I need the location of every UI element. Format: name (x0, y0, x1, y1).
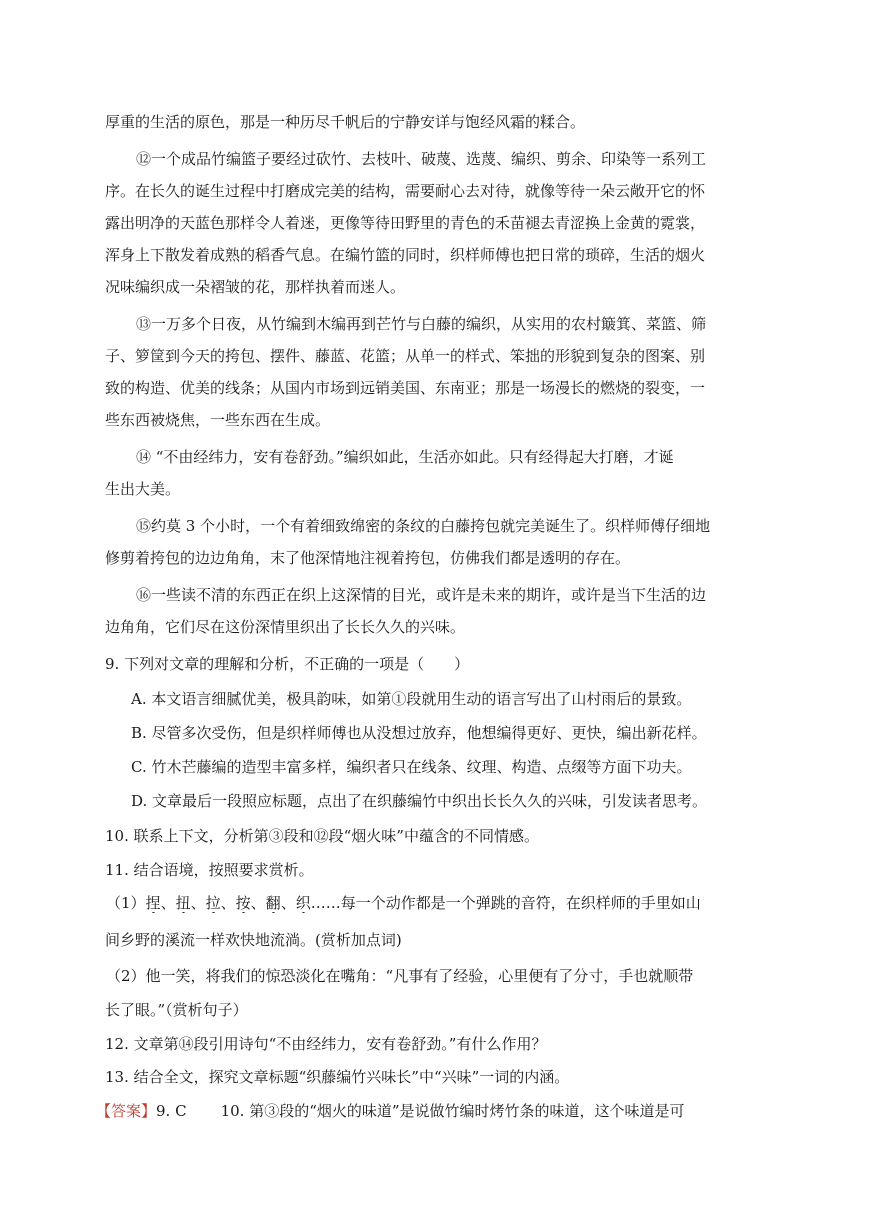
dotted-word: 扭 (175, 894, 191, 912)
paragraph-12-line: 浑身上下散发着成熟的稻香气息。在编竹篮的同时，织样师傅也把日常的琐碎，生活的烟火 (105, 246, 706, 264)
question-12: 12. 文章第⑭段引用诗句“不由经纬力，安有卷舒劲。”有什么作用？ (105, 1035, 547, 1053)
answer-q9: 9. C (156, 1102, 187, 1120)
question-9-option-c: C. 竹木芒藤编的造型丰富多样，编织者只在线条、纹理、构造、点缀等方面下功夫。 (131, 758, 692, 776)
answer-tag: 【答案】 (96, 1102, 157, 1120)
question-10: 10. 联系上下文，分析第③段和⑫段“烟火味”中蕴含的不同情感。 (105, 827, 539, 845)
separator: 、 (220, 894, 236, 912)
separator: 、 (280, 894, 296, 912)
dotted-word: 拉 (205, 894, 221, 912)
dotted-word: 翻 (265, 894, 281, 912)
paragraph-12-line: 序。在长久的诞生过程中打磨成完美的结构，需要耐心去对待，就像等待一朵云敞开它的怀 (105, 182, 706, 200)
question-13: 13. 结合全文，探究文章标题“织藤编竹兴味长”中“兴味”一词的内涵。 (105, 1068, 570, 1086)
sub1-rest: ……每一个动作都是一个弹跳的音符，在织样师的手里如山 (310, 894, 701, 912)
paragraph-12-line: 况味编织成一朵褶皱的花，那样执着而迷人。 (105, 278, 406, 296)
question-11-stem: 11. 结合语境，按照要求赏析。 (105, 861, 314, 879)
question-11-sub1-line1 (106, 893, 766, 913)
paragraph-15-line: ⑮约莫 3 个小时，一个有着细致绵密的条纹的白藤挎包就完美诞生了。织样师傅仔细地 (136, 517, 711, 535)
paragraph-16-line: 边角角，它们尽在这份深情里织出了长长久久的兴味。 (105, 618, 466, 636)
paragraph-14-line: ⑭ “不由经纬力，安有卷舒劲。”编织如此，生活亦如此。只有经得起大打磨，才诞 (136, 448, 674, 466)
paragraph-12-line: 露出明净的天蓝色那样令人着迷，更像等待田野里的青色的禾苗褪去青涩换上金黄的霓裳， (105, 214, 706, 232)
question-9-option-b: B. 尽管多次受伤，但是织样师傅也从没想过放弃，他想编得更好、更快，编出新花样。 (131, 724, 707, 742)
question-11-sub2-line1: （2）他一笑，将我们的惊恐淡化在嘴角：“凡事有了经验，心里便有了分寸，手也就顺带 (106, 967, 694, 985)
question-9-option-a: A. 本文语言细腻优美，极具韵味，如第①段就用生动的语言写出了山村雨后的景致。 (131, 690, 692, 708)
question-9-option-d: D. 文章最后一段照应标题，点出了在织藤编竹中织出长长久久的兴味，引发读者思考。 (131, 792, 708, 810)
paragraph-13-line: 致的构造、优美的线条；从国内市场到远销美国、东南亚；那是一场漫长的燃烧的裂变，一 (105, 379, 706, 397)
dotted-word: 捏 (145, 894, 161, 912)
paragraph-continuation: 厚重的生活的原色，那是一种历尽千帆后的宁静安详与饱经风霜的糅合。 (105, 113, 586, 131)
paragraph-13-line: ⑬一万多个日夜，从竹编到木编再到芒竹与白藤的编织，从实用的农村簸箕、菜篮、筛 (136, 315, 707, 333)
paragraph-13-line: 些东西被烧焦，一些东西在生成。 (105, 411, 331, 429)
paragraph-12-line: ⑫一个成品竹编篮子要经过砍竹、去枝叶、破蔑、选蔑、编织、剪余、印染等一系列工 (136, 150, 707, 168)
answer-line (96, 1101, 776, 1121)
separator: 、 (190, 894, 206, 912)
dotted-word: 按 (235, 894, 251, 912)
paragraph-13-line: 子、箩筐到今天的挎包、摆件、藤蓝、花篮；从单一的样式、笨拙的形貌到复杂的图案、别 (105, 347, 706, 365)
answer-q10: 10. 第③段的“烟火的味道”是说做竹编时烤竹条的味道，这个味道是可 (220, 1102, 685, 1120)
paragraph-15-line: 修剪着挎包的边边角角，末了他深情地注视着挎包，仿佛我们都是透明的存在。 (105, 549, 631, 567)
sub1-prefix: （1） (106, 894, 146, 912)
paragraph-14-line: 生出大美。 (105, 480, 181, 498)
question-11-sub1-line2: 间乡野的溪流一样欢快地流淌。(赏析加点词) (105, 931, 402, 949)
separator: 、 (160, 894, 176, 912)
question-9-stem: 9. 下列对文章的理解和分析，不正确的一项是（ ） (105, 655, 470, 673)
separator: 、 (250, 894, 266, 912)
paragraph-16-line: ⑯一些读不清的东西正在织上这深情的目光，或许是未来的期许，或许是当下生活的边 (136, 586, 707, 604)
dotted-word: 织 (295, 894, 311, 912)
question-11-sub2-line2: 长了眼。”（赏析句子） (105, 1001, 248, 1019)
